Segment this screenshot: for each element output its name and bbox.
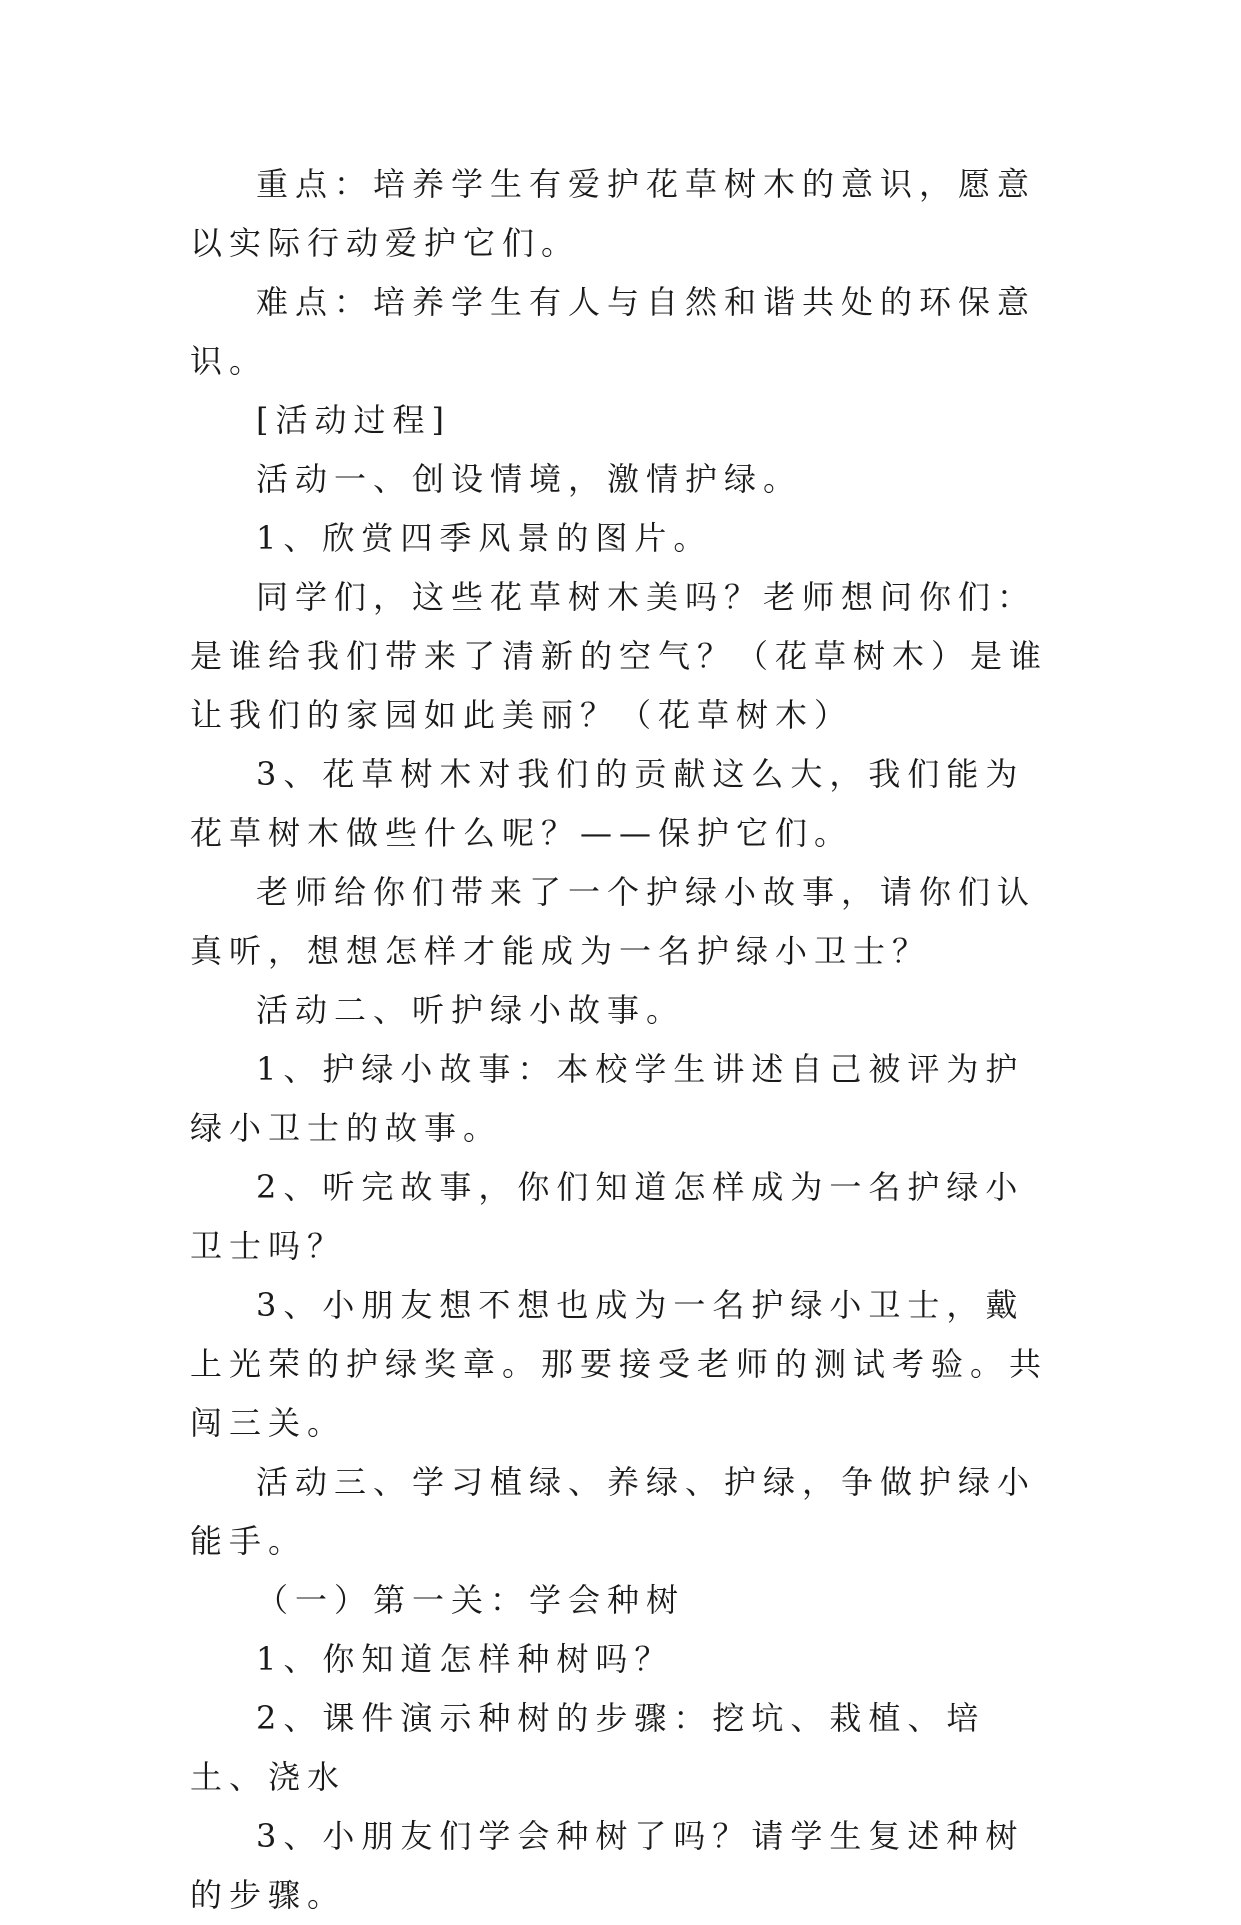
paragraph: 3、花草树木对我们的贡献这么大，我们能为花草树木做些什么呢？——保护它们。 (190, 755, 1025, 852)
paragraph: 老师给你们带来了一个护绿小故事，请你们认真听，想想怎样才能成为一名护绿小卫士？ (190, 873, 1037, 970)
paragraph: 3、小朋友想不想也成为一名护绿小卫士，戴上光荣的护绿奖章。那要接受老师的测试考验。共闯三关。 (190, 1286, 1049, 1442)
paragraph: 1、护绿小故事：本校学生讲述自己被评为护绿小卫士的故事。 (190, 1050, 1025, 1147)
paragraph: 1、欣赏四季风景的图片。 (256, 519, 713, 557)
activity-one-heading: 活动一、创设情境，激情护绿。 (256, 460, 803, 498)
paragraph-key-point: 重点：培养学生有爱护花草树木的意识，愿意以实际行动爱护它们。 (190, 165, 1037, 262)
paragraph: 2、课件演示种树的步骤：挖坑、栽植、培土、浇水 (190, 1699, 986, 1796)
paragraph: 同学们，这些花草树木美吗？老师想问你们：是谁给我们带来了清新的空气？（花草树木）是谁让我们的家园如此美丽？（花草树木） (190, 578, 1049, 734)
paragraph: 2、听完故事，你们知道怎样成为一名护绿小卫士吗？ (190, 1168, 1025, 1265)
paragraph-difficult-point: 难点：培养学生有人与自然和谐共处的环保意识。 (190, 283, 1037, 380)
document-body (190, 155, 1060, 1925)
activity-three-heading: 活动三、学习植绿、养绿、护绿，争做护绿小能手。 (190, 1463, 1037, 1560)
paragraph: 1、你知道怎样种树吗？ (256, 1640, 674, 1678)
paragraph: 3、小朋友们学会种树了吗？请学生复述种树的步骤。 (190, 1817, 1025, 1914)
section-heading-activity-process: [活动过程] (256, 401, 451, 439)
level-one-heading: （一）第一关：学会种树 (256, 1581, 686, 1619)
activity-two-heading: 活动二、听护绿小故事。 (256, 991, 686, 1029)
